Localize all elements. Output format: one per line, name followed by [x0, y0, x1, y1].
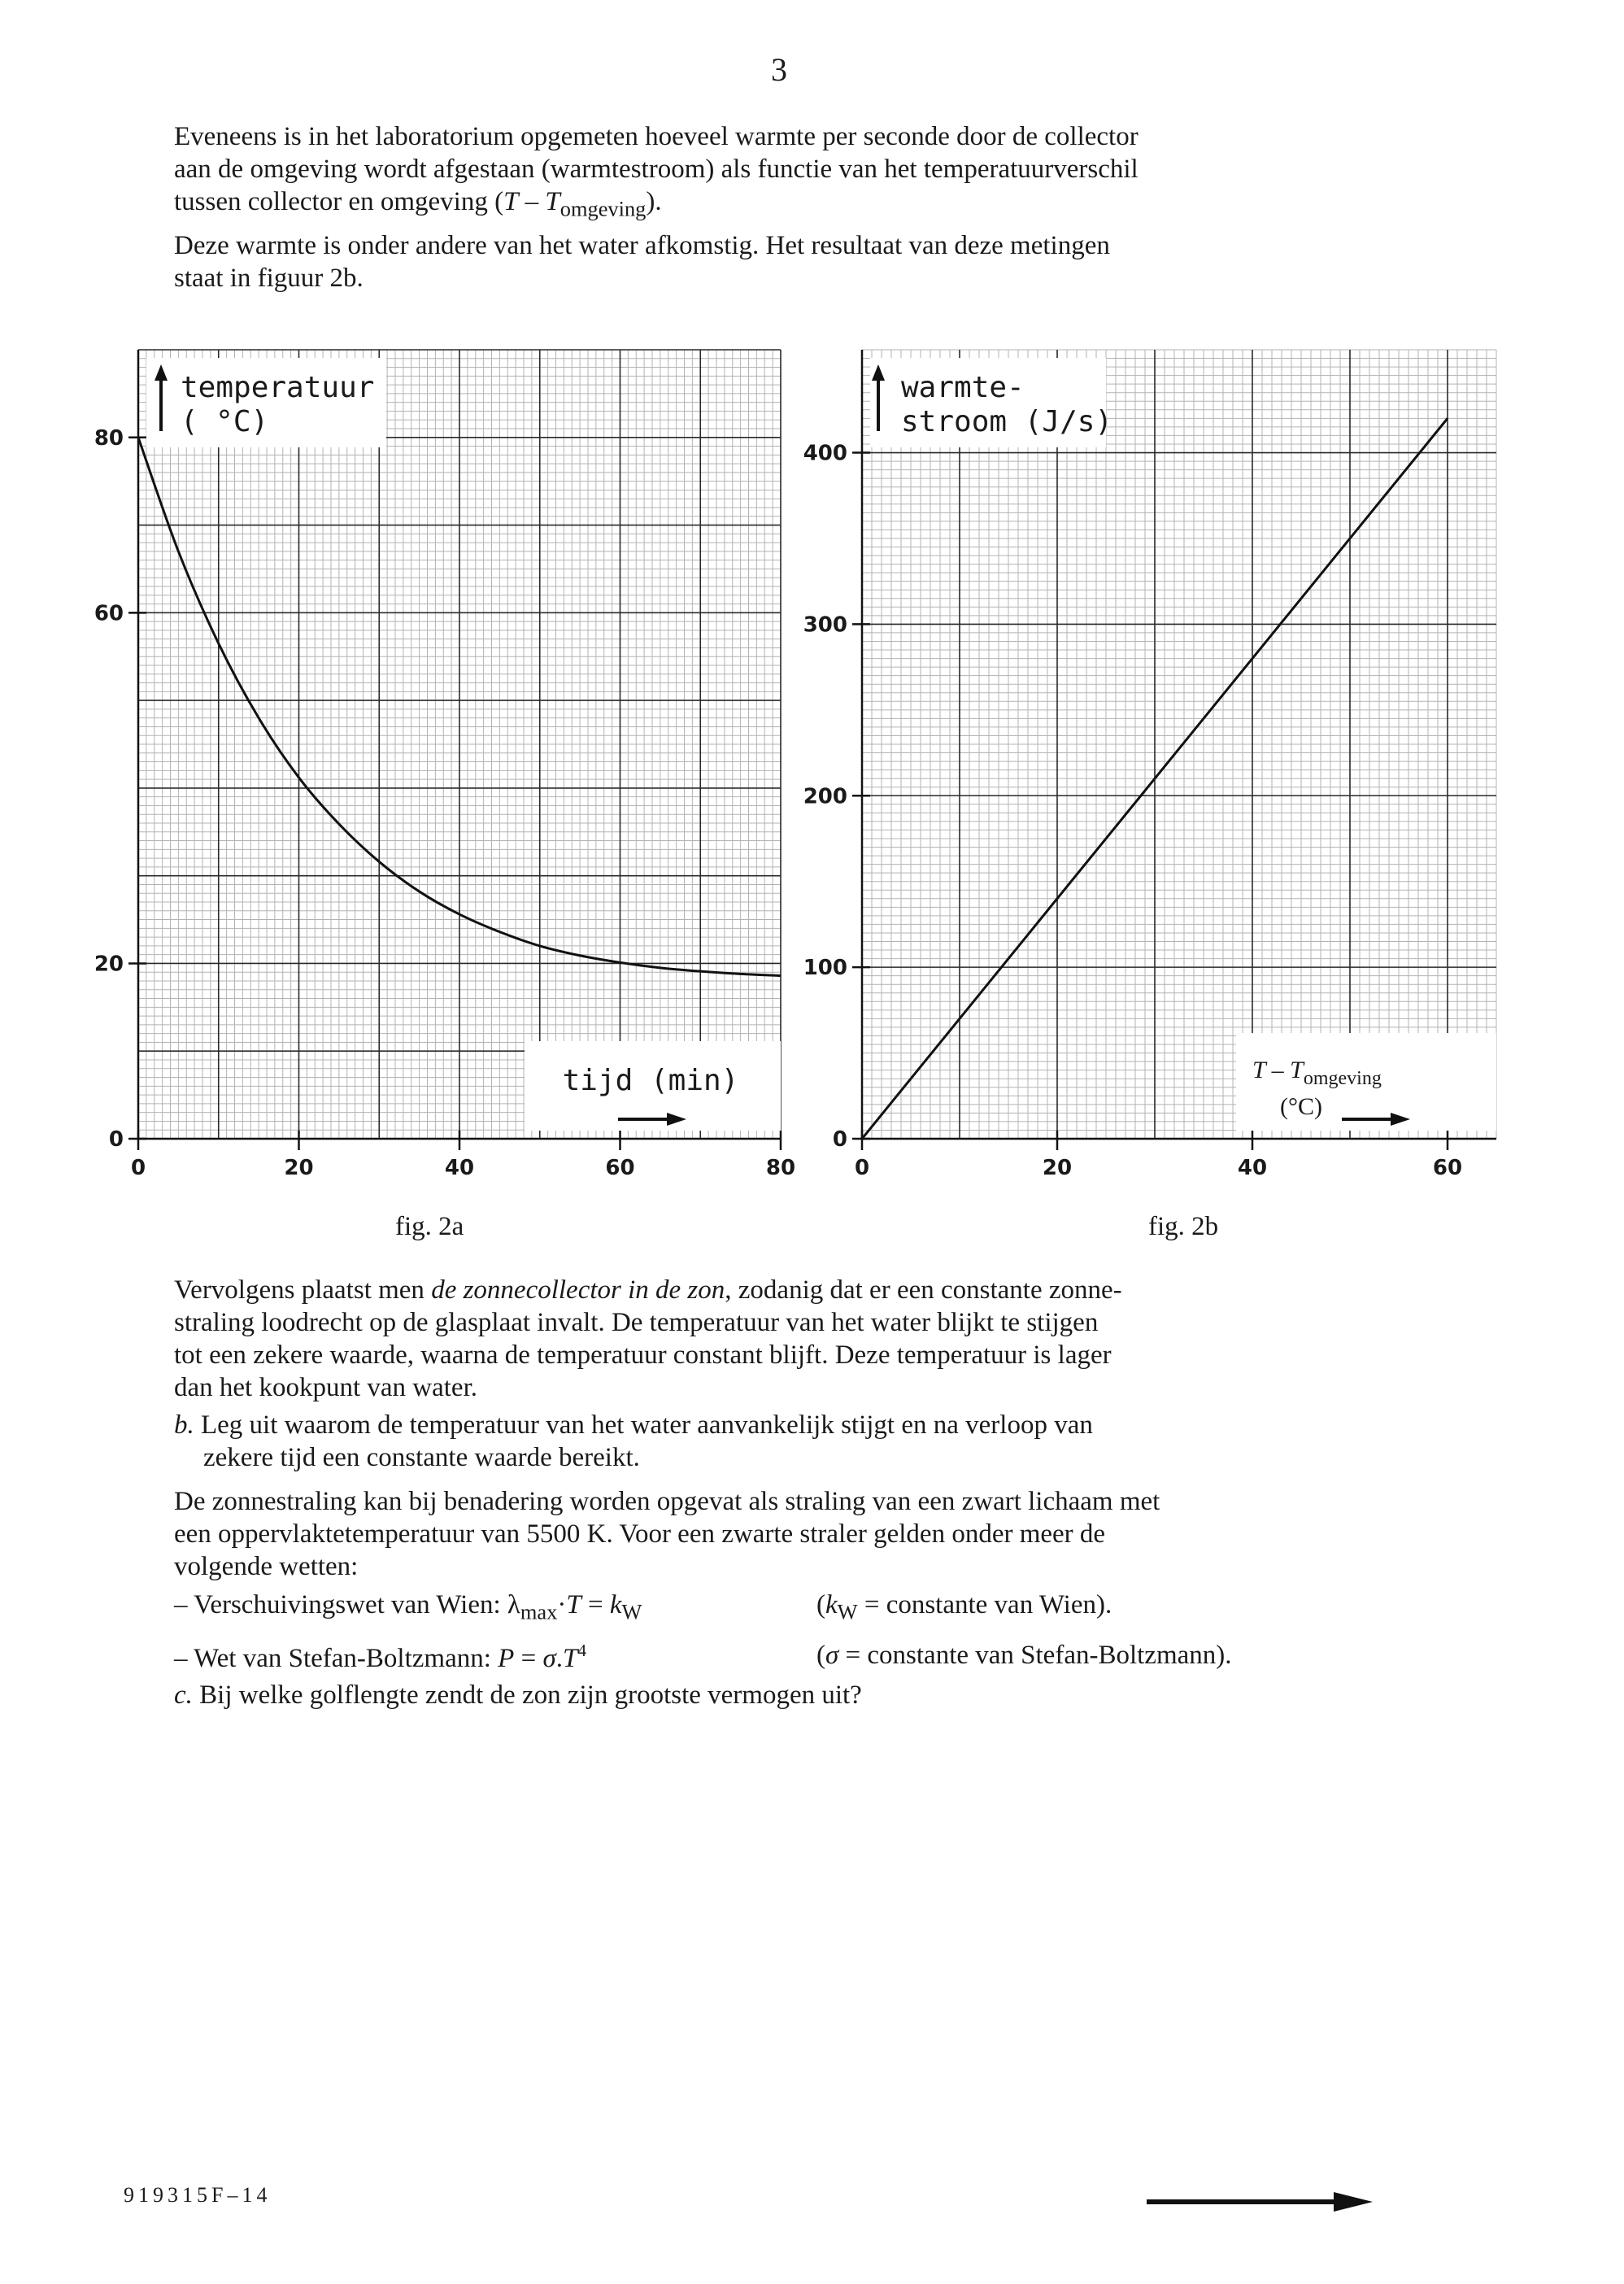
ylabel-text: warmte-	[901, 371, 1025, 404]
y-tick-label: 0	[108, 1127, 124, 1152]
body-p2-line-1: De zonnestraling kan bij benadering worden opgevat als straling van een zwart lichaam met	[174, 1487, 1160, 1516]
body-p1-line-1: Vervolgens plaatst men de zonnecollector in de zon, zodanig dat er een constante zonne-	[174, 1275, 1122, 1305]
x-tick-label: 60	[605, 1156, 635, 1180]
ylabel-unit: ( °C)	[180, 405, 269, 438]
intro-line-4: Deze warmte is onder andere van het water afkomstig. Het resultaat van deze metingen	[174, 231, 1110, 261]
question-b	[174, 1409, 1093, 1474]
ylabel-text: temperatuur	[181, 371, 375, 404]
x-tick-label: 60	[1432, 1156, 1463, 1180]
continue-arrow-icon	[1147, 2190, 1374, 2214]
y-tick-label: 100	[803, 956, 847, 981]
question-c-letter: c.	[174, 1680, 193, 1710]
x-tick-label: 20	[284, 1156, 314, 1180]
x-tick-label: 0	[854, 1156, 870, 1180]
question-c-text: Bij welke golflengte zendt de zon zijn grootste vermogen uit?	[199, 1680, 862, 1710]
x-tick-label: 40	[1237, 1156, 1268, 1180]
body-p2-line-2: een oppervlaktetemperatuur van 5500 K. Voor een zwarte straler gelden onder meer de	[174, 1519, 1106, 1549]
body-p1-line-2: straling loodrecht op de glasplaat invalt. De temperatuur van het water blijkt te stijgen	[174, 1308, 1099, 1337]
y-tick-label: 300	[803, 612, 847, 638]
intro-paragraph	[174, 120, 1394, 294]
x-tick-label: 20	[1042, 1156, 1073, 1180]
intro-line-3: tussen collector en omgeving $(T - T_{omgeving})$.	[174, 187, 662, 221]
y-tick-label: 200	[803, 784, 847, 809]
law-wien-note: ($k_W$ = constante van Wien).	[816, 1590, 1112, 1624]
y-tick-label: 60	[94, 601, 124, 626]
body-p1-line-4: dan het kookpunt van water.	[174, 1373, 477, 1402]
question-c	[174, 1680, 862, 1711]
xlabel-unit: (°C)	[1280, 1093, 1322, 1120]
intro-line-2: aan de omgeving wordt afgestaan (warmtestroom) als functie van het temperatuurverschil	[174, 155, 1139, 184]
intro-line-5: staat in figuur 2b.	[174, 264, 364, 294]
y-tick-label: 20	[94, 952, 124, 977]
chart-fig-2b	[781, 325, 1513, 1204]
intro-line-1: Eveneens is in het laboratorium opgemeten hoeveel warmte per seconde door de collector	[174, 122, 1139, 151]
xlabel-sub: omgeving	[1303, 1068, 1382, 1089]
question-b-letter: b.	[174, 1410, 194, 1440]
y-tick-label: 80	[94, 425, 124, 451]
law-stefan-boltzmann: – Wet van Stefan-Boltzmann: $P = \sigma.T^4$	[174, 1641, 587, 1673]
caption-fig-2a: fig. 2a	[395, 1212, 464, 1241]
footer-code: 919315F–14	[124, 2183, 272, 2207]
xlabel-T: T – T	[1252, 1057, 1304, 1083]
page-number: 3	[771, 51, 787, 88]
y-tick-label: 0	[832, 1127, 847, 1152]
body-p2-line-3: volgende wetten:	[174, 1552, 359, 1581]
body-paragraph-1	[174, 1274, 1394, 1404]
xlabel-text: tijd (min)	[562, 1064, 739, 1097]
body-paragraph-2	[174, 1485, 1394, 1583]
x-tick-label: 80	[765, 1156, 796, 1180]
body-p1-line-3: tot een zekere waarde, waarna de temperatuur constant blijft. Deze temperatuur is lager	[174, 1340, 1112, 1370]
x-tick-label: 0	[130, 1156, 146, 1180]
law-stefan-boltzmann-note: (σ = constante van Stefan-Boltzmann).	[816, 1641, 1232, 1670]
caption-fig-2b: fig. 2b	[1148, 1212, 1219, 1241]
question-b-line-2: zekere tijd een constante waarde bereikt.	[203, 1443, 640, 1472]
law-wien: – Verschuivingswet van Wien: $\lambda_{max}\cdot T = k_W$	[174, 1590, 642, 1624]
x-tick-label: 40	[444, 1156, 475, 1180]
y-tick-label: 400	[803, 441, 847, 466]
ylabel-text-line-2: stroom (J/s)	[901, 405, 1113, 438]
question-b-line-1: Leg uit waarom de temperatuur van het water aanvankelijk stijgt en na verloop van	[201, 1410, 1093, 1440]
chart-fig-2a	[81, 325, 797, 1204]
